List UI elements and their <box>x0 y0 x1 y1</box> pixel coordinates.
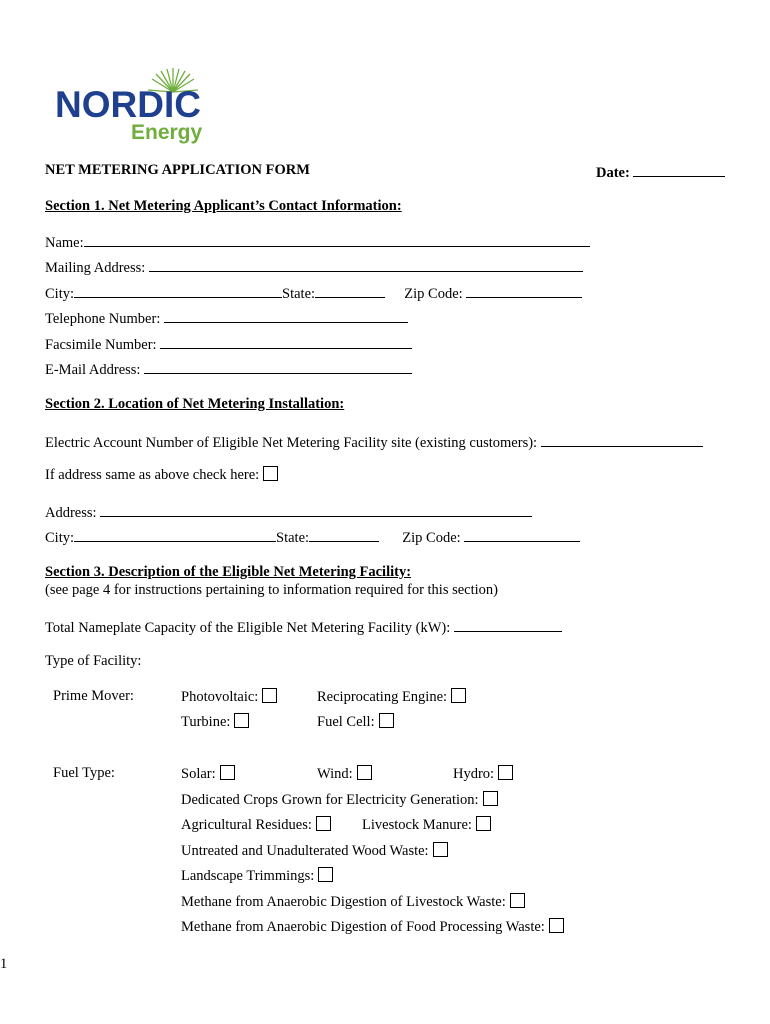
fuel-solar <box>181 765 235 783</box>
logo-brand-bottom: Energy <box>131 121 203 144</box>
fuel-hydro <box>453 765 513 783</box>
turbine-label: Turbine: <box>181 714 231 730</box>
mailing-address-label: Mailing Address: <box>45 260 146 276</box>
fuel-livestock-manure <box>362 816 491 834</box>
agricultural-residues-checkbox[interactable] <box>316 816 331 831</box>
date-field[interactable] <box>596 162 725 182</box>
fuel-agricultural-residues <box>181 816 331 834</box>
agricultural-residues-label: Agricultural Residues: <box>181 817 312 833</box>
fuel-cell-checkbox[interactable] <box>379 713 394 728</box>
livestock-manure-checkbox[interactable] <box>476 816 491 831</box>
prime-mover-reciprocating <box>317 688 466 706</box>
email-label: E-Mail Address: <box>45 362 141 378</box>
wind-label: Wind: <box>317 766 353 782</box>
landscape-trimmings-checkbox[interactable] <box>318 867 333 882</box>
capacity-input-line[interactable] <box>454 617 562 632</box>
account-number-field[interactable] <box>45 432 703 452</box>
account-number-label: Electric Account Number of Eligible Net Metering Facility site (existing customers): <box>45 435 538 451</box>
section3-note: (see page 4 for instructions pertaining to information required for this section) <box>45 582 498 598</box>
facsimile-input-line[interactable] <box>160 334 412 349</box>
city-input-line[interactable] <box>74 283 282 298</box>
wood-waste-label: Untreated and Unadulterated Wood Waste: <box>181 843 429 859</box>
email-input-line[interactable] <box>144 359 412 374</box>
dedicated-crops-checkbox[interactable] <box>483 791 498 806</box>
location-zip-label: Zip Code: <box>402 530 461 546</box>
photovoltaic-checkbox[interactable] <box>262 688 277 703</box>
methane-food-label: Methane from Anaerobic Digestion of Food Processing Waste: <box>181 919 545 935</box>
wind-checkbox[interactable] <box>357 765 372 780</box>
hydro-checkbox[interactable] <box>498 765 513 780</box>
location-state-input-line[interactable] <box>309 527 379 542</box>
fuel-landscape-trimmings <box>181 867 333 885</box>
location-city-label: City: <box>45 530 75 546</box>
fuel-wind <box>317 765 372 783</box>
landscape-trimmings-label: Landscape Trimmings: <box>181 868 315 884</box>
prime-mover-photovoltaic <box>181 688 277 706</box>
fuel-wood-waste <box>181 842 448 860</box>
location-state-label: State: <box>276 530 310 546</box>
fuel-methane-livestock <box>181 893 525 911</box>
address-field[interactable] <box>45 502 532 522</box>
solar-checkbox[interactable] <box>220 765 235 780</box>
address-input-line[interactable] <box>100 502 532 517</box>
facsimile-label: Facsimile Number: <box>45 337 157 353</box>
zip-label: Zip Code: <box>404 286 463 302</box>
prime-mover-label: Prime Mover: <box>53 688 134 704</box>
logo-brand-top: NORDIC <box>55 84 201 125</box>
reciprocating-engine-label: Reciprocating Engine: <box>317 689 448 705</box>
prime-mover-fuel-cell <box>317 713 394 731</box>
same-address-checkbox[interactable] <box>263 466 278 481</box>
reciprocating-engine-checkbox[interactable] <box>451 688 466 703</box>
methane-food-checkbox[interactable] <box>549 918 564 933</box>
mailing-address-input-line[interactable] <box>149 257 583 272</box>
city-state-zip-row <box>45 283 582 303</box>
date-input-line[interactable] <box>633 162 725 177</box>
section1-heading: Section 1. Net Metering Applicant’s Contact Information: <box>45 198 402 214</box>
fuel-methane-food <box>181 918 564 936</box>
section3-heading: Section 3. Description of the Eligible Net Metering Facility: <box>45 564 412 580</box>
fuel-dedicated-crops <box>181 791 498 809</box>
logo <box>55 66 215 146</box>
section2-heading: Section 2. Location of Net Metering Installation: <box>45 396 345 412</box>
telephone-field[interactable] <box>45 308 408 328</box>
account-number-input-line[interactable] <box>541 432 703 447</box>
state-input-line[interactable] <box>315 283 385 298</box>
name-input-line[interactable] <box>84 232 590 247</box>
methane-livestock-checkbox[interactable] <box>510 893 525 908</box>
page-number: 1 <box>0 956 8 972</box>
hydro-label: Hydro: <box>453 766 495 782</box>
solar-label: Solar: <box>181 766 216 782</box>
telephone-input-line[interactable] <box>164 308 408 323</box>
photovoltaic-label: Photovoltaic: <box>181 689 259 705</box>
email-field[interactable] <box>45 359 412 379</box>
methane-livestock-label: Methane from Anaerobic Digestion of Livestock Waste: <box>181 894 506 910</box>
date-label: Date: <box>596 165 630 181</box>
state-label: State: <box>282 286 316 302</box>
turbine-checkbox[interactable] <box>234 713 249 728</box>
fuel-cell-label: Fuel Cell: <box>317 714 375 730</box>
location-zip-input-line[interactable] <box>464 527 580 542</box>
telephone-label: Telephone Number: <box>45 311 161 327</box>
form-title: NET METERING APPLICATION FORM <box>45 162 310 178</box>
name-label: Name: <box>45 235 84 251</box>
name-field[interactable] <box>45 232 590 252</box>
mailing-address-field[interactable] <box>45 257 583 277</box>
fuel-type-label: Fuel Type: <box>53 765 115 781</box>
same-address-label: If address same as above check here: <box>45 467 260 483</box>
livestock-manure-label: Livestock Manure: <box>362 817 472 833</box>
location-city-state-zip-row <box>45 527 580 547</box>
facsimile-field[interactable] <box>45 334 412 354</box>
facility-type-label: Type of Facility: <box>45 653 142 669</box>
zip-input-line[interactable] <box>466 283 582 298</box>
prime-mover-turbine <box>181 713 249 731</box>
location-city-input-line[interactable] <box>74 527 276 542</box>
dedicated-crops-label: Dedicated Crops Grown for Electricity Generation: <box>181 792 479 808</box>
same-address-row <box>45 466 278 484</box>
wood-waste-checkbox[interactable] <box>433 842 448 857</box>
address-label: Address: <box>45 505 97 521</box>
capacity-label: Total Nameplate Capacity of the Eligible Net Metering Facility (kW): <box>45 620 451 636</box>
capacity-field[interactable] <box>45 617 562 637</box>
city-label: City: <box>45 286 75 302</box>
